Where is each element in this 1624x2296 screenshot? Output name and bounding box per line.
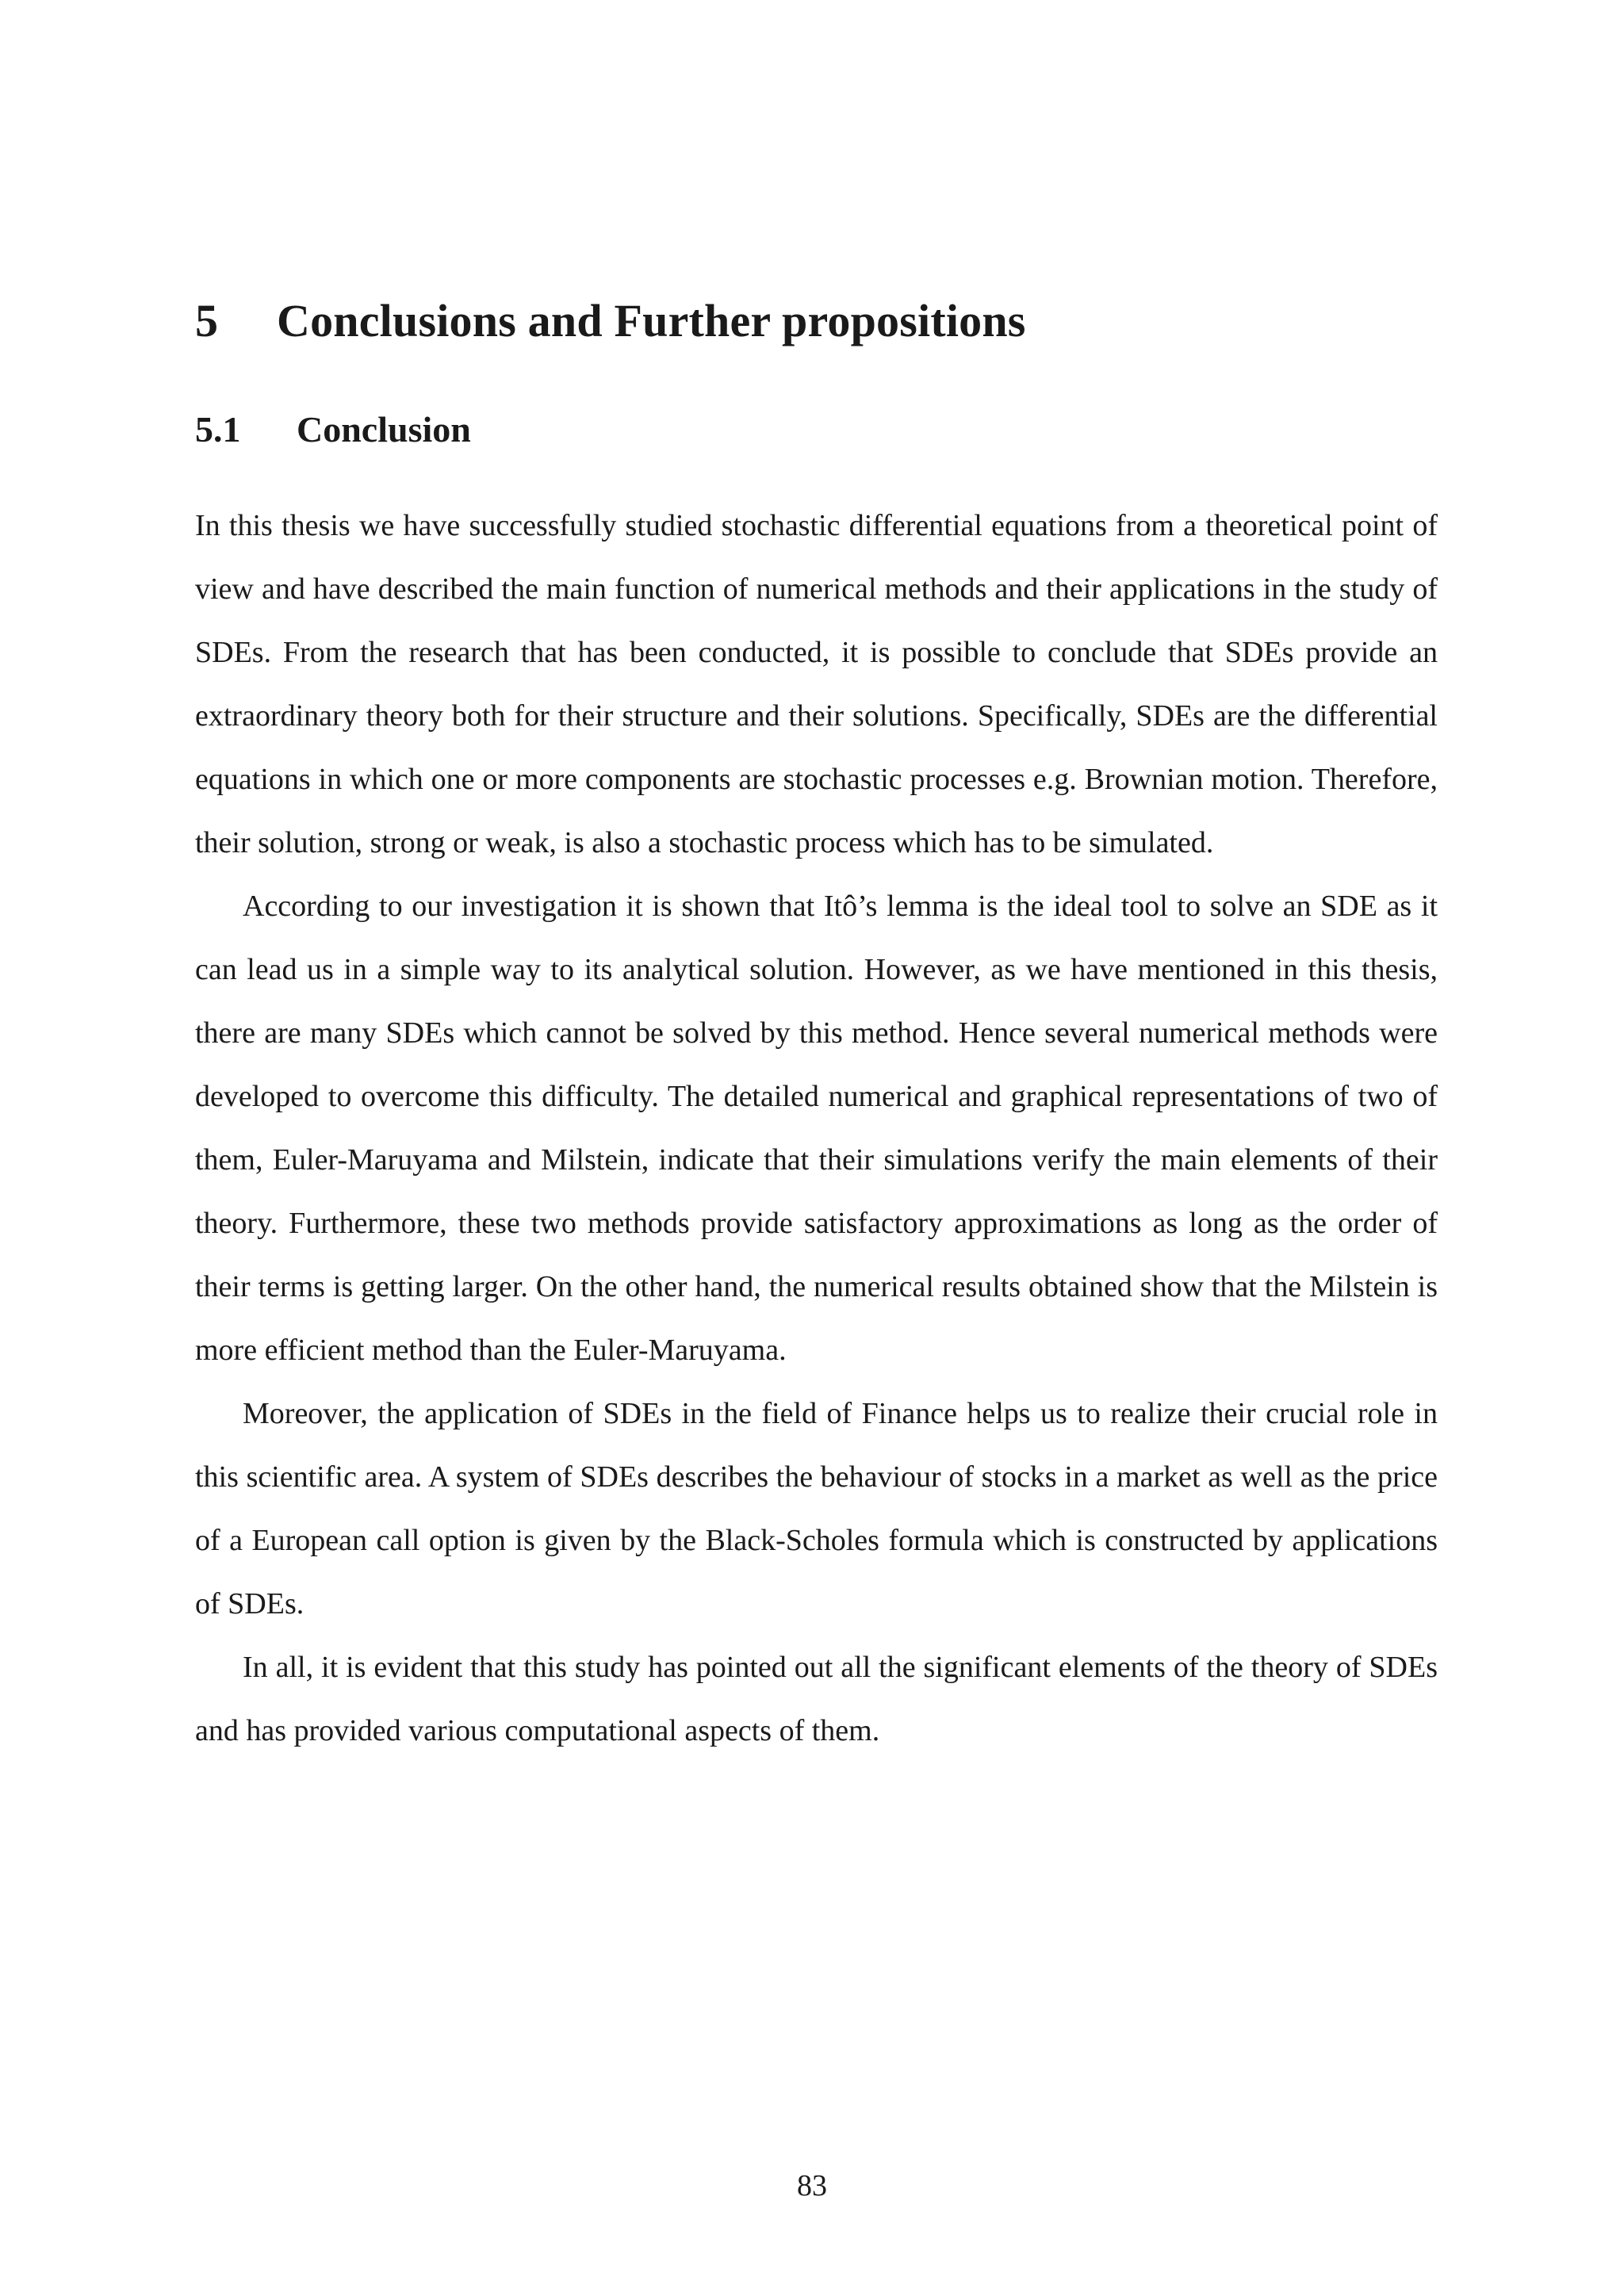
paragraph-4: In all, it is evident that this study has pointed out all the significant elements of the theory of SDEs and has provided various computational aspects of them.: [195, 1650, 1438, 1747]
paragraph-3: Moreover, the application of SDEs in the field of Finance helps us to realize their crucial role in this scientific area. A system of SDEs describes the behaviour of stocks in a market as well as the price of a European call option is given by the Black-Scholes formula which is constructed by applications of SDEs.: [195, 1396, 1438, 1621]
chapter-title: Conclusions and Further propositions: [277, 295, 1026, 346]
page-number: 83: [797, 2169, 827, 2202]
chapter-heading: [195, 293, 1438, 349]
section-title: Conclusion: [297, 408, 471, 450]
paragraph-1: In this thesis we have successfully studied stochastic differential equations from a theoretical point of view and have described the main function of numerical methods and their applications in the study of SDEs. From the research that has been conducted, it is possible to conclude that SDEs provide an extraordinary theory both for their structure and their solutions. Specifically, SDEs are the differential equations in which one or more components are stochastic processes e.g. Brownian motion. Therefore, their solution, strong or weak, is also a stochastic process which has to be simulated.: [195, 508, 1438, 859]
chapter-number: 5: [195, 295, 219, 346]
section-number: 5.1: [195, 408, 241, 450]
section-heading: [195, 408, 1438, 451]
paragraph-2: According to our investigation it is shown that Itô’s lemma is the ideal tool to solve an SDE as it can lead us in a simple way to its analytical solution. However, as we have mentioned in this thesis, there are many SDEs which cannot be solved by this method. Hence several numerical methods were developed to overcome this difficulty. The detailed numerical and graphical representations of two of them, Euler-Maruyama and Milstein, indicate that their simulations verify the main elements of their theory. Furthermore, these two methods provide satisfactory approximations as long as the order of their terms is getting larger. On the other hand, the numerical results obtained show that the Milstein is more efficient method than the Euler-Maruyama.: [195, 889, 1438, 1367]
section-body: [195, 494, 1438, 1762]
page-content: [195, 293, 1438, 1762]
